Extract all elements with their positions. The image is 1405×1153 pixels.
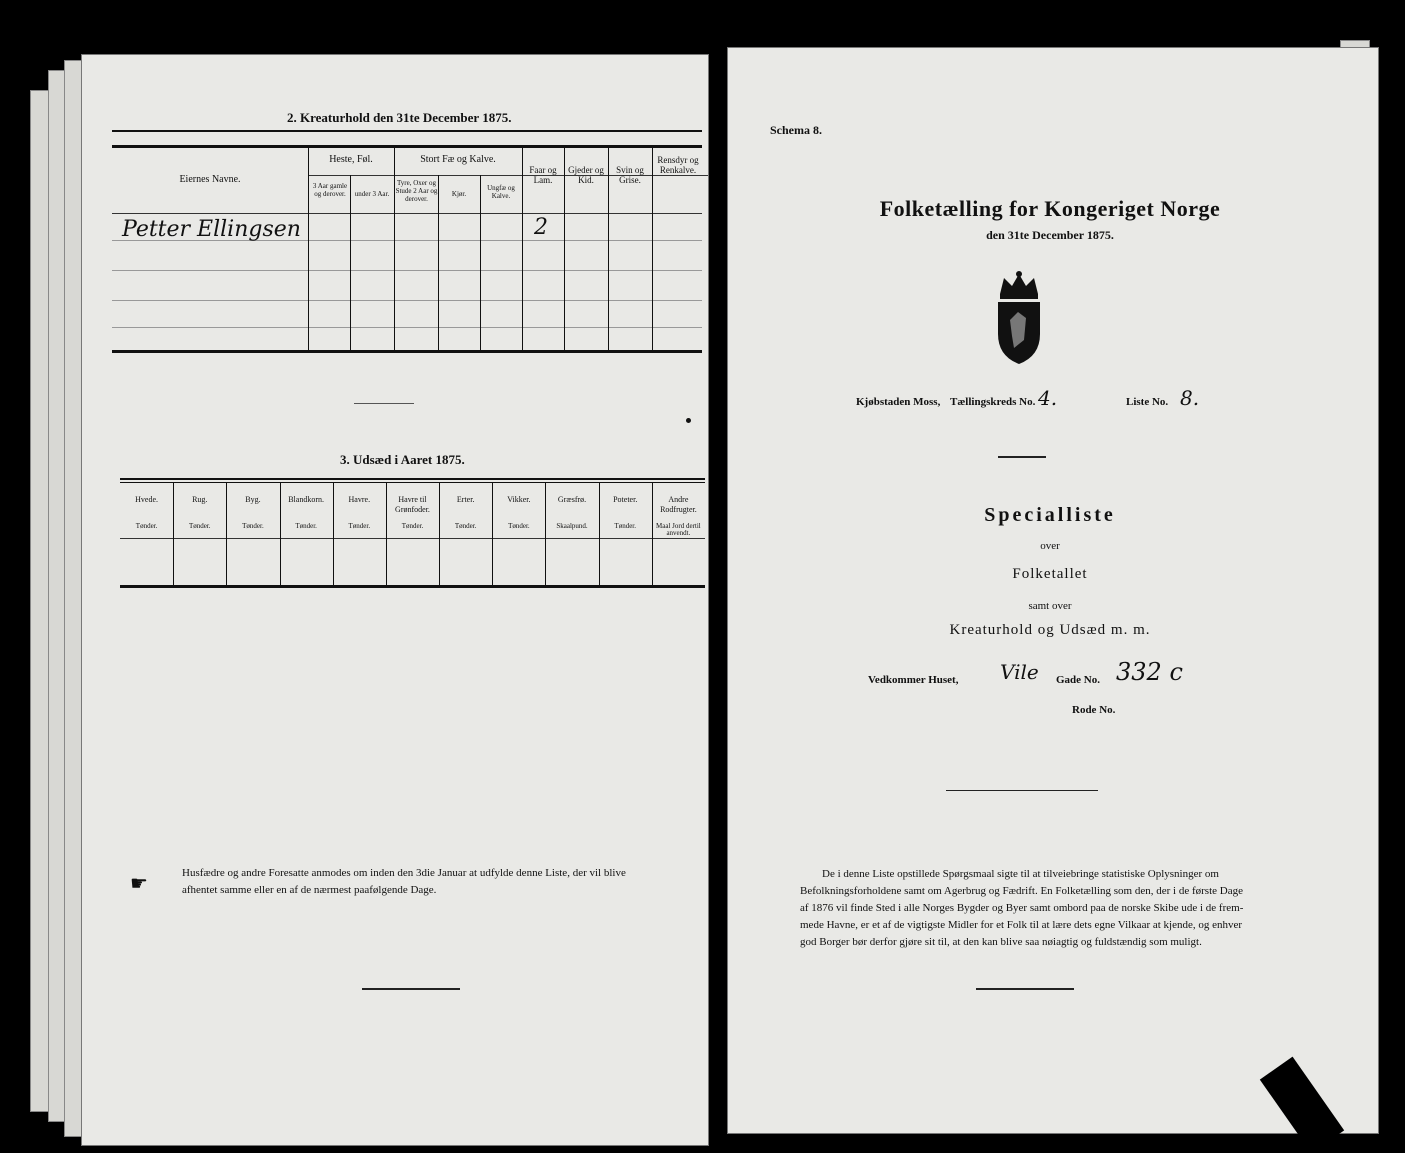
paragraph-line: De i denne Liste opstillede Spørgsmaal sigte til at tilveiebringe statistiske Oplysninger om [822, 868, 1219, 880]
header-owner: Eiernes Navne. [179, 174, 241, 185]
section3-col-unit: Tønder. [401, 522, 424, 530]
col-divider [350, 175, 351, 352]
gade-number-value: 332 c [1116, 658, 1183, 686]
main-date: den 31te December 1875. [986, 228, 1114, 242]
rule [112, 213, 702, 214]
header-heste: Heste, Føl. [329, 154, 373, 165]
section3-col-name: Græsfrø. [557, 495, 587, 504]
section3-title: 3. Udsæd i Aaret 1875. [340, 452, 465, 467]
section3-col-name: Vikker. [507, 495, 531, 504]
main-title: Folketælling for Kongeriget Norge [879, 196, 1221, 221]
section3-col-unit: Maal Jord dertil anvendt. [656, 522, 701, 537]
section3-col-unit: Tønder. [614, 522, 636, 530]
header-stort-sub1: Tyre, Oxer og Stude 2 Aar og derover. [395, 179, 438, 203]
rule [112, 350, 702, 353]
rode-label: Rode No. [1072, 704, 1116, 716]
gade-label: Gade No. [1056, 674, 1100, 686]
section3-col-name: Blandkorn. [288, 495, 324, 504]
schema-label: Schema 8. [770, 123, 822, 137]
col-divider [394, 147, 395, 352]
rule [120, 478, 705, 480]
paragraph-line: god Borger bør derfor gjøre sit til, at den kan blive saa nøiagtig og fuldstændig som muligt. [800, 936, 1202, 948]
section3-col-name: Rug. [192, 495, 208, 504]
rule [120, 482, 705, 483]
section3-col-unit: Tønder. [188, 522, 211, 530]
section3-col-name: Poteter. [613, 495, 638, 504]
rule [354, 403, 414, 404]
kjobstaden-label: Kjøbstaden Moss, [856, 396, 941, 408]
col-divider [480, 175, 481, 352]
section3-col-name: Erter. [456, 495, 475, 504]
header-heste-sub1: 3 Aar gamle og derover. [312, 182, 348, 198]
section3-col-name: Hvede. [135, 495, 159, 504]
rule [112, 270, 702, 271]
folketallet-label: Folketallet [1012, 566, 1088, 582]
rule [976, 988, 1074, 990]
header-rensdyr: Rensdyr og Renkalve. [657, 155, 699, 175]
section3-col-unit: Tønder. [454, 522, 477, 530]
right-page [728, 48, 1378, 1133]
section3-col-unit: Tønder. [135, 522, 158, 530]
rule [112, 300, 702, 301]
section3-col-unit: Tønder. [348, 522, 371, 530]
section3-col-unit: Tønder. [508, 522, 530, 530]
header-stort-sub2: Kjør. [451, 190, 467, 198]
rule [120, 585, 705, 588]
samt-over-label: samt over [1028, 600, 1072, 612]
info-paragraph [800, 866, 1308, 951]
rule [112, 327, 702, 328]
header-stort-sub3: Ungfæ og Kalve. [487, 184, 515, 200]
gade-value: Vile [1000, 660, 1039, 684]
section2-title: 2. Kreaturhold den 31te December 1875. [287, 110, 512, 125]
section3-col-unit: Tønder. [295, 522, 317, 530]
col-divider [438, 175, 439, 352]
kreds-value: 4. [1038, 386, 1058, 410]
left-page [82, 55, 708, 1145]
kreaturhold-label: Kreaturhold og Udsæd m. m. [949, 622, 1151, 638]
header-svin: Svin og Grise. [616, 165, 644, 185]
header-stort: Stort Fæ og Kalve. [420, 154, 496, 165]
rule [112, 145, 702, 148]
section3-col-unit: Tønder. [242, 522, 264, 530]
kreds-label: Tællingskreds No. [950, 396, 1036, 408]
paragraph-line: af 1876 vil finde Sted i alle Norges Bygder og Byer samt ombord paa de norske Skibe ude i de frem- [800, 902, 1244, 914]
dot [686, 418, 691, 423]
section3-col-unit: Skaalpund. [556, 522, 588, 530]
col-divider [652, 147, 653, 352]
pointing-hand-icon: ☛ [130, 873, 148, 895]
over-label: over [1040, 540, 1060, 552]
specialliste-title: Specialliste [984, 504, 1116, 526]
rule [998, 456, 1046, 458]
col-divider [308, 147, 309, 352]
paragraph-line: Befolkningsforholdene samt om Agerbrug og Fædrift. En Folketælling som den, der i de første Dage [800, 885, 1243, 897]
liste-value: 8. [1180, 386, 1200, 410]
rule [946, 790, 1098, 791]
faar-value: 2 [534, 215, 548, 240]
section3-col-name: Andre Rodfrugter. [660, 495, 697, 514]
section3-col-name: Havre til Grønfoder. [395, 495, 430, 514]
header-faar: Faar og Lam. [529, 165, 557, 185]
section3-col-name: Byg. [245, 495, 261, 504]
rule [362, 988, 460, 990]
section3-col-name: Havre. [348, 495, 371, 504]
header-gjeder: Gjeder og Kid. [568, 165, 604, 185]
vedkommer-label: Vedkommer Huset, [868, 674, 959, 686]
rule [112, 130, 702, 132]
rule [120, 538, 705, 539]
owner-name: Petter Ellingsen [122, 217, 301, 242]
coat-of-arms-icon [986, 270, 1052, 366]
paragraph-line: mede Havne, er et af de vigtigste Midler for et Folk til at lære dets egne Vilkaar at kjende, og enhver [800, 919, 1243, 931]
notice-line2: afhentet samme eller en af de nærmest paafølgende Dage. [182, 884, 437, 896]
header-heste-sub2: under 3 Aar. [354, 190, 390, 198]
liste-label: Liste No. [1126, 396, 1169, 408]
notice-line1: Husfædre og andre Foresatte anmodes om inden den 3die Januar at udfylde denne Liste, der vil blive [182, 867, 626, 879]
